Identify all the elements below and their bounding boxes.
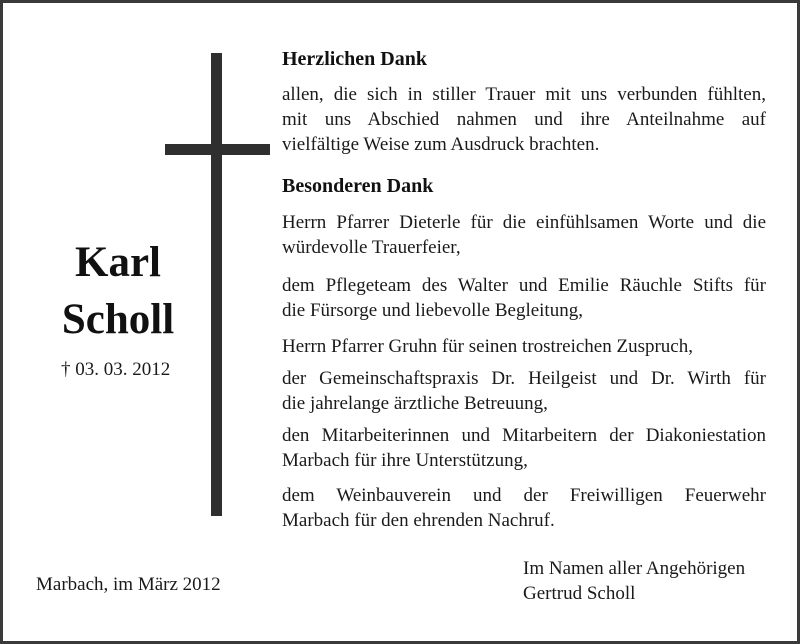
- entry-line: dem Pflegeteam des Walter und Emilie Räuchle Stifts für: [282, 275, 766, 296]
- entry-line: die Fürsorge und liebevolle Begleitung,: [282, 300, 583, 321]
- special-thanks-entry: [282, 210, 766, 260]
- entry-line: der Gemeinschaftspraxis Dr. Heilgeist und Dr. Wirth für: [282, 368, 766, 389]
- deceased-first-name: Karl: [75, 239, 161, 286]
- death-date: † 03. 03. 2012: [61, 359, 171, 380]
- entry-line: Marbach für ihre Unterstützung,: [282, 450, 528, 471]
- cross-icon-vertical-bar: [211, 53, 222, 516]
- special-thanks-entry: [282, 334, 766, 359]
- special-thanks-entry: [282, 366, 766, 416]
- entry-line: dem Weinbauverein und der Freiwilligen Feuerwehr: [282, 485, 766, 506]
- thanks-paragraph: [282, 82, 766, 157]
- deceased-last-name: Scholl: [61, 296, 175, 343]
- thanks-line: mit uns Abschied nahmen und ihre Anteilnahme auf: [282, 109, 766, 130]
- thanks-heading: Herzlichen Dank: [282, 48, 427, 70]
- special-thanks-entry: [282, 273, 766, 323]
- special-thanks-entry: [282, 483, 766, 533]
- entry-line: den Mitarbeiterinnen und Mitarbeitern der Diakoniestation: [282, 425, 766, 446]
- entry-line: Herrn Pfarrer Dieterle für die einfühlsamen Worte und die: [282, 212, 766, 233]
- thanks-line: vielfältige Weise zum Ausdruck brachten.: [282, 134, 600, 155]
- special-thanks-entry: [282, 423, 766, 473]
- signature-line: Im Namen aller Angehörigen: [523, 558, 746, 579]
- thanks-line: allen, die sich in stiller Trauer mit uns verbunden fühlten,: [282, 84, 766, 105]
- cross-icon-horizontal-bar: [165, 144, 270, 155]
- entry-line: die jahrelange ärztliche Betreuung,: [282, 393, 548, 414]
- place-and-date: Marbach, im März 2012: [36, 574, 221, 595]
- signature-name: Gertrud Scholl: [523, 583, 636, 604]
- special-thanks-heading: Besonderen Dank: [282, 175, 434, 197]
- entry-line: Marbach für den ehrenden Nachruf.: [282, 510, 555, 531]
- entry-line: Herrn Pfarrer Gruhn für seinen trostreichen Zuspruch,: [282, 336, 693, 357]
- signature-block: [523, 556, 745, 606]
- entry-line: würdevolle Trauerfeier,: [282, 237, 461, 258]
